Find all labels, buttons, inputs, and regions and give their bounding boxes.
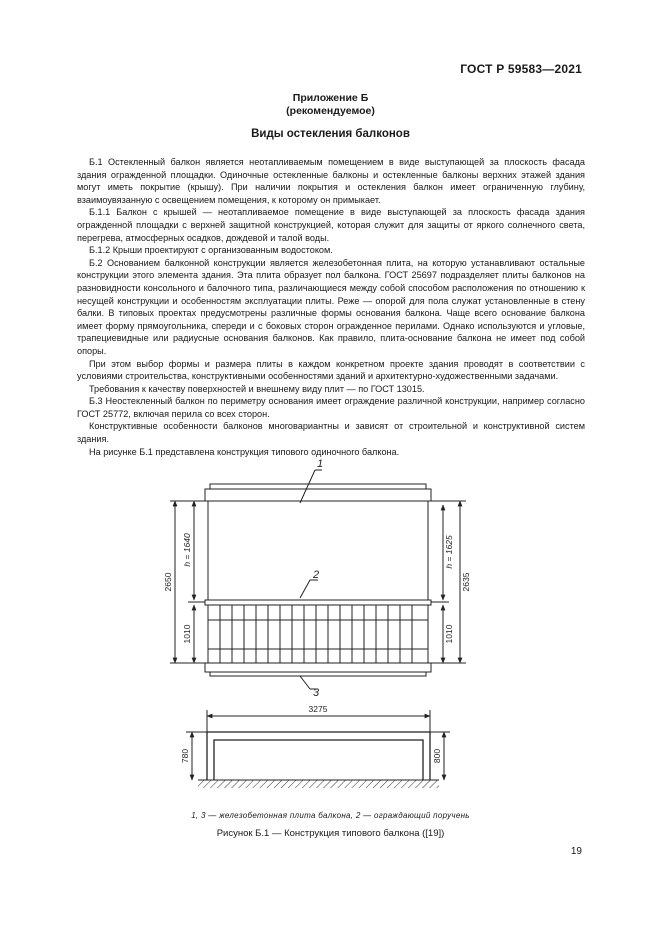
top-slab	[205, 484, 431, 501]
annex-title: Приложение Б	[292, 92, 369, 104]
paragraph: Б.1 Остекленный балкон является неотапливаемым помещением в виде выступающей за плоскость фасада здания огражденной площадки. Одиночные остекленные балконы и остекленные балконы верхних этажей здания могут иметь покрытие (крышу). При наличии покрытия и остекления балкон имеет ограниченную глубину, взаимоувязанную с освещением помещения, к которому он примыкает.	[77, 157, 585, 205]
annex-status: (рекомендуемое)	[286, 105, 375, 117]
paragraph: Б.3 Неостекленный балкон по периметру основания имеет ограждение различной конструкции, например согласно ГОСТ 25772, включая перила со всех сторон.	[77, 396, 585, 419]
paragraph: При этом выбор формы и размера плиты в каждом конкретном проекте здания проводят в соответствии с условиями строительства, конструктивными особенностями зданий и архитектурно-художественными задачами.	[77, 358, 585, 382]
bottom-slab	[205, 663, 431, 676]
figure-caption: Рисунок Б.1 — Конструкция типового балкона ([19])	[216, 828, 445, 839]
callout-3: 3	[313, 687, 320, 699]
paragraph: Б.1.2 Крыши проектируют с организованным водостоком.	[89, 245, 333, 256]
figure-legend: 1, 3 — железобетонная плита балкона, 2 — ограждающий поручень	[191, 811, 470, 820]
paragraph: Требования к качеству поверхностей и внешнему виду плит — по ГОСТ 13015.	[89, 383, 425, 394]
dim-h-left: h = 1640	[182, 533, 192, 567]
dim-plan-left: 780	[180, 748, 190, 764]
dim-h-right: h = 1625	[444, 535, 454, 569]
callout-1: 1	[317, 458, 324, 470]
dim-plan-width: 3275	[308, 704, 328, 714]
paragraph: Б.1.1 Балкон с крышей — неотапливаемое помещение в виде выступающей за плоскость фасада здания огражденной площадки с верхней защитной конструкцией, которая служит для защиты от яркого солнечного света, перегрева, атмосферных осадков, дождевой и талой воды.	[77, 207, 585, 243]
paragraph: Б.2 Основанием балконной конструкции является железобетонная плита, на которую устанавливают остальные конструкции этого элемента здания. Эта плита образует пол балкона. ГОСТ 25697 подразделяет плиты балконов на разновидности консольного и балочного типа, различающиеся между собой способом расположения по отношению к несущей конструкции и особенностям эксплуатации плиты. Реже — опорой для пола служат установленные в стену балки. В типовых проектах предусмотрены различные формы основания балкона. Чаще всего основание балкона имеет форму прямоугольника, спереди и с боковых сторон огражденное перилами. Однако используются и угловые, трапециевидные или радиусные основания балконов. Как правило, плита-основание балкона не имеет под собой опоры.	[77, 257, 585, 356]
page-number: 19	[570, 846, 582, 857]
paragraph: Конструктивные особенности балконов многовариантны и зависят от строительной и конструктивной систем здания.	[77, 421, 585, 445]
dim-total-left: 2650	[163, 572, 173, 592]
dim-rail-right: 1010	[444, 624, 454, 644]
railing	[205, 600, 431, 663]
plan-view	[186, 710, 450, 788]
callout-2: 2	[313, 569, 320, 581]
dim-rail-left: 1010	[182, 624, 192, 644]
document-code: ГОСТ Р 59583—2021	[460, 62, 582, 76]
section-title: Виды остекления балконов	[251, 128, 410, 140]
dim-total-right: 2635	[461, 572, 471, 592]
dim-plan-right: 800	[432, 748, 442, 764]
balcony-drawing	[150, 452, 490, 802]
paragraph: На рисунке Б.1 представлена конструкция типового одиночного балкона.	[89, 446, 400, 457]
body-text	[77, 156, 585, 458]
